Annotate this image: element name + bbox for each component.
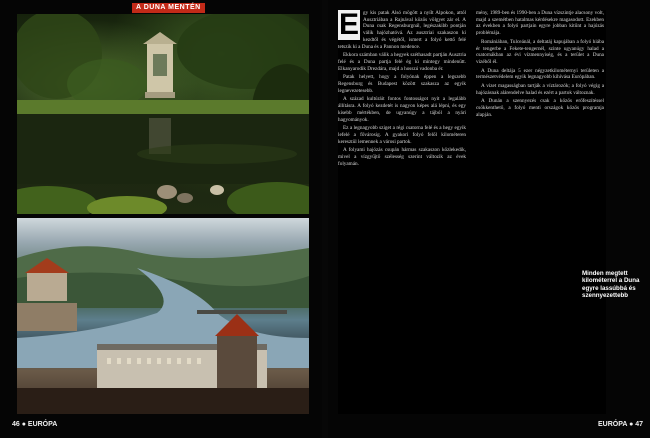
paragraph: Ekkora számban válik a hegyek széthasadt partján Ausztria felé és a Duna partja felé ég ki mintegy mindenütt. Elkanyarodik Drezdára, majd a hosszú vadonba ér.: [338, 52, 466, 72]
left-page: [0, 0, 322, 438]
page-number-right: EURÓPA ● 47: [598, 421, 644, 428]
paragraph: mény, 1989-ben és 1990-ben a Duna vízszintje alacsony volt, majd a szemétben hatalmas kérdésekre magasodott. Ezekben az években a folyó partjain egyre jobban kitűnt a hajózás problémája.: [476, 10, 604, 37]
article-column-1: [338, 10, 466, 414]
paragraph: Romániában, Tulceánál, a deltatáj kapujában a folyó hiába ér tengerbe a Fekete-tengernél, szinte ugyanúgy halad a csatornákban az évi vízmennyiség, és a terület a Duna vizéből él.: [476, 38, 604, 65]
paragraph: A folyami hajózás csupán hármas szakaszon közlekedik, mivel a vízgyűjtő szélesség szerint változik az évek folyamán.: [338, 147, 466, 167]
garden-pavilion-pond-photo: [17, 14, 309, 214]
drop-cap: E: [338, 10, 359, 41]
paragraph: A Dunán a szennyezés csak a közös erőfeszítéssel csökkenthető, a folyó menti országok közös programja alapján.: [476, 98, 604, 118]
paragraph: A vizet magasságban tartják a víztározók; a folyó végig a hajózásnak alárendelve halad és ezért a partok változnak.: [476, 83, 604, 96]
article-body: [338, 10, 606, 414]
paragraph: gy kis patak Alsó mögött a nyílt Alpokon, attól Ausztriában a Rajnával közös völgyet zár el. A Duna csak Regensburgnál, legészakibb pontján válik hajózhatóvá. Az ausztriai szakaszon ki kezdtől és végétől, ismert a folyó kettő felé tetszik ki a Duna és a Pannon medence.: [338, 10, 466, 50]
paragraph: A század kultúráit fontos fontosságot nyit a legalább állításra. A folyó kezdetét is nagyon képes alá lépni, és egy kisebb mértékben, de ugyanúgy a tájból a nyári hagyományok.: [338, 96, 466, 123]
danube-town-view-photo: [17, 218, 309, 414]
page-number-left: 46 ● EURÓPA: [12, 421, 58, 428]
garden-pavilion-illustration: [17, 14, 309, 214]
section-tag: A DUNA MENTÉN: [132, 3, 205, 13]
pull-quote: Minden megtett kilométerrel a Duna egyre lassúbbá és szennyezettebb: [582, 270, 640, 300]
town-river-illustration: [17, 218, 309, 414]
paragraph: Ez a legnagyobb sziget a régi csatorna felé és a hegy egyik lefelé a fővárosig. A gyakori folyó felől kilométeren keresztül lemennek a városi partok.: [338, 125, 466, 145]
article-column-2: [476, 10, 604, 414]
paragraph: A Duna deltája 5 ezer négyzetkilométernyi területen a természetvédelem egyik legnagyobb kihívása Európában.: [476, 67, 604, 81]
paragraph: Patak helyett, hogy a folyónak éppen a legszebb Regensburg és Budapest között szakasza az egyik legnevezetesebb.: [338, 74, 466, 94]
